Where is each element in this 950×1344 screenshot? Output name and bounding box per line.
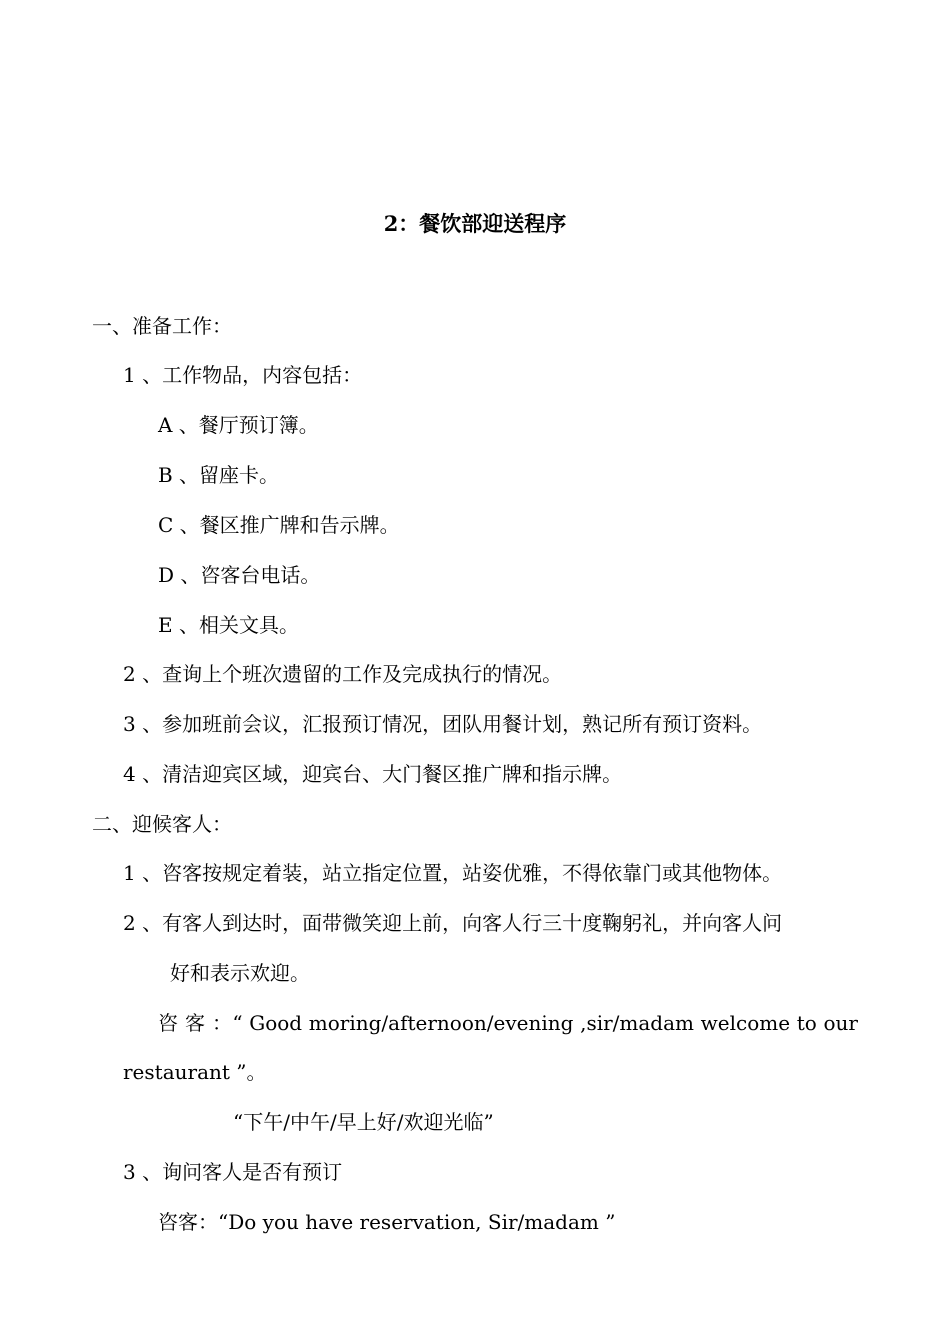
sub-item-c: C 、餐区推广牌和告示牌。 <box>158 513 400 537</box>
english-greeting-line: 咨 客 ：“ Good moring/afternoon/evening ,sir/madam welcome to our <box>158 1011 858 1035</box>
section-heading-greeting: 二、迎候客人： <box>92 812 232 836</box>
sub-item-d: D 、咨客台电话。 <box>158 563 321 587</box>
sub-item-e: E 、相关文具。 <box>158 613 299 637</box>
list-item-work-supplies: 1 、工作物品，内容包括： <box>123 363 363 387</box>
chinese-greeting: “下午/中午/早上好/欢迎光临” <box>233 1110 494 1134</box>
list-item-clean-reception-area: 4 、清洁迎宾区域，迎宾台、大门餐区推广牌和指示牌。 <box>123 762 623 786</box>
list-item-greet-guests: 2 、有客人到达时，面带微笑迎上前，向客人行三十度鞠躬礼，并向客人问 <box>123 911 783 935</box>
sub-item-b: B 、留座卡。 <box>158 463 280 487</box>
sub-item-a: A 、餐厅预订簿。 <box>158 413 319 437</box>
reservation-question: 咨客：“Do you have reservation, Sir/madam ” <box>158 1210 616 1234</box>
english-greeting-continued: restaurant ”。 <box>123 1060 267 1084</box>
section-heading-preparation: 一、准备工作： <box>92 314 232 338</box>
list-item-check-previous-shift: 2 、查询上个班次遗留的工作及完成执行的情况。 <box>123 662 563 686</box>
list-item-ask-reservation: 3 、询问客人是否有预订 <box>123 1160 343 1184</box>
list-item-greet-guests-continued: 好和表示欢迎。 <box>170 961 310 985</box>
list-item-dress-code: 1 、咨客按规定着装，站立指定位置，站姿优雅，不得依靠门或其他物体。 <box>123 861 783 885</box>
document-title: 2：餐饮部迎送程序 <box>383 211 567 236</box>
list-item-pre-shift-meeting: 3 、参加班前会议，汇报预订情况，团队用餐计划，熟记所有预订资料。 <box>123 712 763 736</box>
